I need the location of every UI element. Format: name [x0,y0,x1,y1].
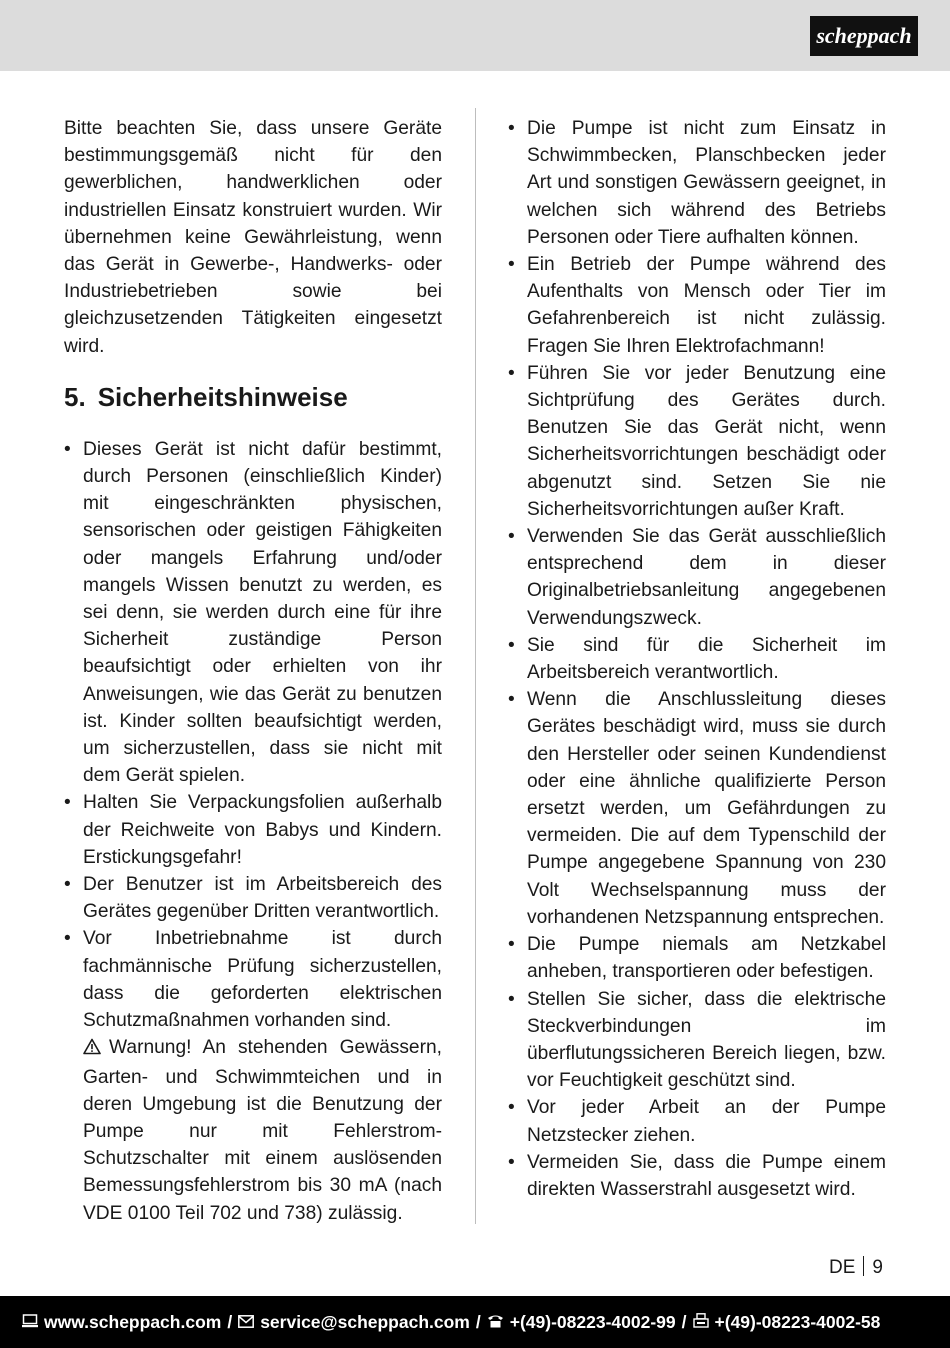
list-item-text: Wenn die Anschlussleitung dieses Gerätes beschädigt wird, muss sie durch den Hersteller oder seinen Kundendienst oder eine ähnliche qualifizierte Person ersetzt werden, um Gefährdungen zu vermeiden. Die auf dem Typenschild der Pumpe angegebene Spannung von 230 Volt Wechselspannung muss der vorhandenen Netzspannung entsprechen. [527,689,886,928]
computer-icon [22,1312,38,1333]
footer-phone: +(49)-08223-4002-99 [509,1311,676,1332]
bullet-icon: • [64,874,71,896]
list-item [508,686,886,931]
list-item [508,1094,886,1148]
list-item [508,632,886,686]
footer-fax: +(49)-08223-4002-58 [714,1311,881,1332]
list-item [64,925,442,1226]
bullet-icon: • [64,928,71,950]
bullet-icon: • [508,988,515,1010]
warning-triangle-icon [83,1036,101,1063]
list-item [508,523,886,632]
bullet-icon: • [508,934,515,956]
section-number: 5. [64,381,86,412]
column-divider [475,108,476,1224]
list-item-text: Ein Betrieb der Pumpe während des Aufenthalts von Mensch oder Tier im Gefahrenbereich ist nicht zulässig. Fragen Sie Ihren Elektrofachmann! [527,254,886,357]
section-heading [64,382,442,412]
bullet-icon: • [508,254,515,276]
warning-note [83,1034,442,1226]
footer-separator: / [681,1311,687,1332]
list-item [508,931,886,985]
page-footer [0,1296,950,1348]
list-item [508,360,886,523]
page-number-value: 9 [872,1257,883,1278]
list-item [508,1149,886,1203]
list-item-text: Der Benutzer ist im Arbeitsbereich des Gerätes gegenüber Dritten verantwortlich. [83,874,442,923]
logo-text: scheppach [816,23,912,48]
section-title: Sicherheitshinweise [97,381,348,412]
list-item [508,115,886,251]
mail-icon [238,1312,254,1333]
bullet-icon: • [64,438,71,460]
list-item-text: Verwenden Sie das Gerät ausschließlich entsprechend dem in dieser Originalbetriebsanleitung angegebenen Verwendungszweck. [527,526,886,629]
footer-separator: / [475,1311,481,1332]
phone-icon [487,1312,504,1333]
list-item-text: Vermeiden Sie, dass die Pumpe einem direkten Wasserstrahl ausgesetzt wird. [527,1151,886,1200]
right-column [508,115,886,1203]
list-item-text: Die Pumpe ist nicht zum Einsatz in Schwimmbecken, Planschbecken jeder Art und sonstigen Gewässern geeignet, in welchen sich während des Betriebs Personen oder Tiere aufhalten können. [527,118,886,248]
list-item-text: Vor jeder Arbeit an der Pumpe Netzstecker ziehen. [527,1097,886,1146]
footer-separator: / [227,1311,233,1332]
list-item [508,251,886,360]
list-item-text: Dieses Gerät ist nicht dafür bestimmt, durch Personen (einschließlich Kinder) mit eingeschränkten physischen, sensorischen oder geistigen Fähigkeiten oder mangels Erfahrung und/oder mangels Wissen benutzt zu werden, es sei denn, sie werden durch eine für ihre Sicherheit zuständige Person beaufsichtigt oder erhielten von ihr Anweisungen, wie das Gerät zu benutzen ist. Kinder sollten beaufsichtigt werden, um sicherzustellen, dass sie nicht mit dem Gerät spielen. [83,438,442,787]
logo-wordmark [814,20,914,52]
bullet-icon: • [508,634,515,656]
page-number [829,1256,883,1280]
list-item-text: Führen Sie vor jeder Benutzung eine Sichtprüfung des Gerätes durch. Benutzen Sie das Gerät nicht, wenn Sicherheitsvorrichtungen beschädigt oder abgenutzt sind. Setzen Sie nie Sicherheitsvorrichtungen außer Kraft. [527,362,886,520]
bullet-icon: • [508,1151,515,1173]
list-item-text: Halten Sie Verpackungsfolien außerhalb der Reichweite von Babys und Kindern. Erstickungsgefahr! [83,792,442,868]
page-language: DE [829,1257,856,1278]
bullet-icon: • [508,526,515,548]
list-item-text: Die Pumpe niemals am Netzkabel anheben, transportieren oder befestigen. [527,934,886,983]
bullet-icon: • [508,362,515,384]
bullet-icon: • [508,1097,515,1119]
bullet-icon: • [64,792,71,814]
list-item [64,436,442,790]
page-number-separator [863,1256,864,1276]
bullet-icon: • [508,689,515,711]
list-item-text: Stellen Sie sicher, dass die elektrische Steckverbindungen im überflutungssicheren Bereich liegen, bzw. vor Feuchtigkeit geschützt sind. [527,988,886,1092]
fax-icon [693,1312,709,1333]
list-item [64,789,442,871]
intro-paragraph: Bitte beachten Sie, dass unsere Geräte bestimmungsgemäß nicht für den gewerblichen, handwerklichen oder industriellen Einsatz konstruiert wurden. Wir übernehmen keine Gewährleistung, wenn das Gerät in Gewerbe-, Handwerks- oder Industriebetrieben sowie bei gleichzusetzenden Tätigkeiten eingesetzt wird. [64,118,442,357]
left-column [64,115,442,1227]
footer-email-link[interactable]: service@scheppach.com [260,1311,470,1332]
list-item-text: Vor Inbetriebnahme ist durch fachmännische Prüfung sicherzustellen, dass die geforderten elektrischen Schutzmaßnahmen vorhanden sind. [83,928,442,1032]
left-bullet-list [64,436,442,1227]
list-item-text: Sie sind für die Sicherheit im Arbeitsbereich verantwortlich. [527,634,886,684]
scheppach-logo [810,16,918,56]
warning-text: Warnung! An stehenden Gewässern, Garten- und Schwimmteichen und in deren Umgebung ist die Benutzung der Pumpe nur mit Fehlerstrom-Schutzschalter mit einem auslösenden Bemessungsfehlerstrom bis 30 mA (nach VDE 0100 Teil 702 und 738) zulässig. [83,1037,442,1224]
page-header [0,0,950,71]
footer-website-link[interactable]: www.scheppach.com [44,1311,222,1332]
right-bullet-list [508,115,886,1203]
bullet-icon: • [508,118,515,139]
list-item [64,871,442,925]
list-item [508,986,886,1095]
